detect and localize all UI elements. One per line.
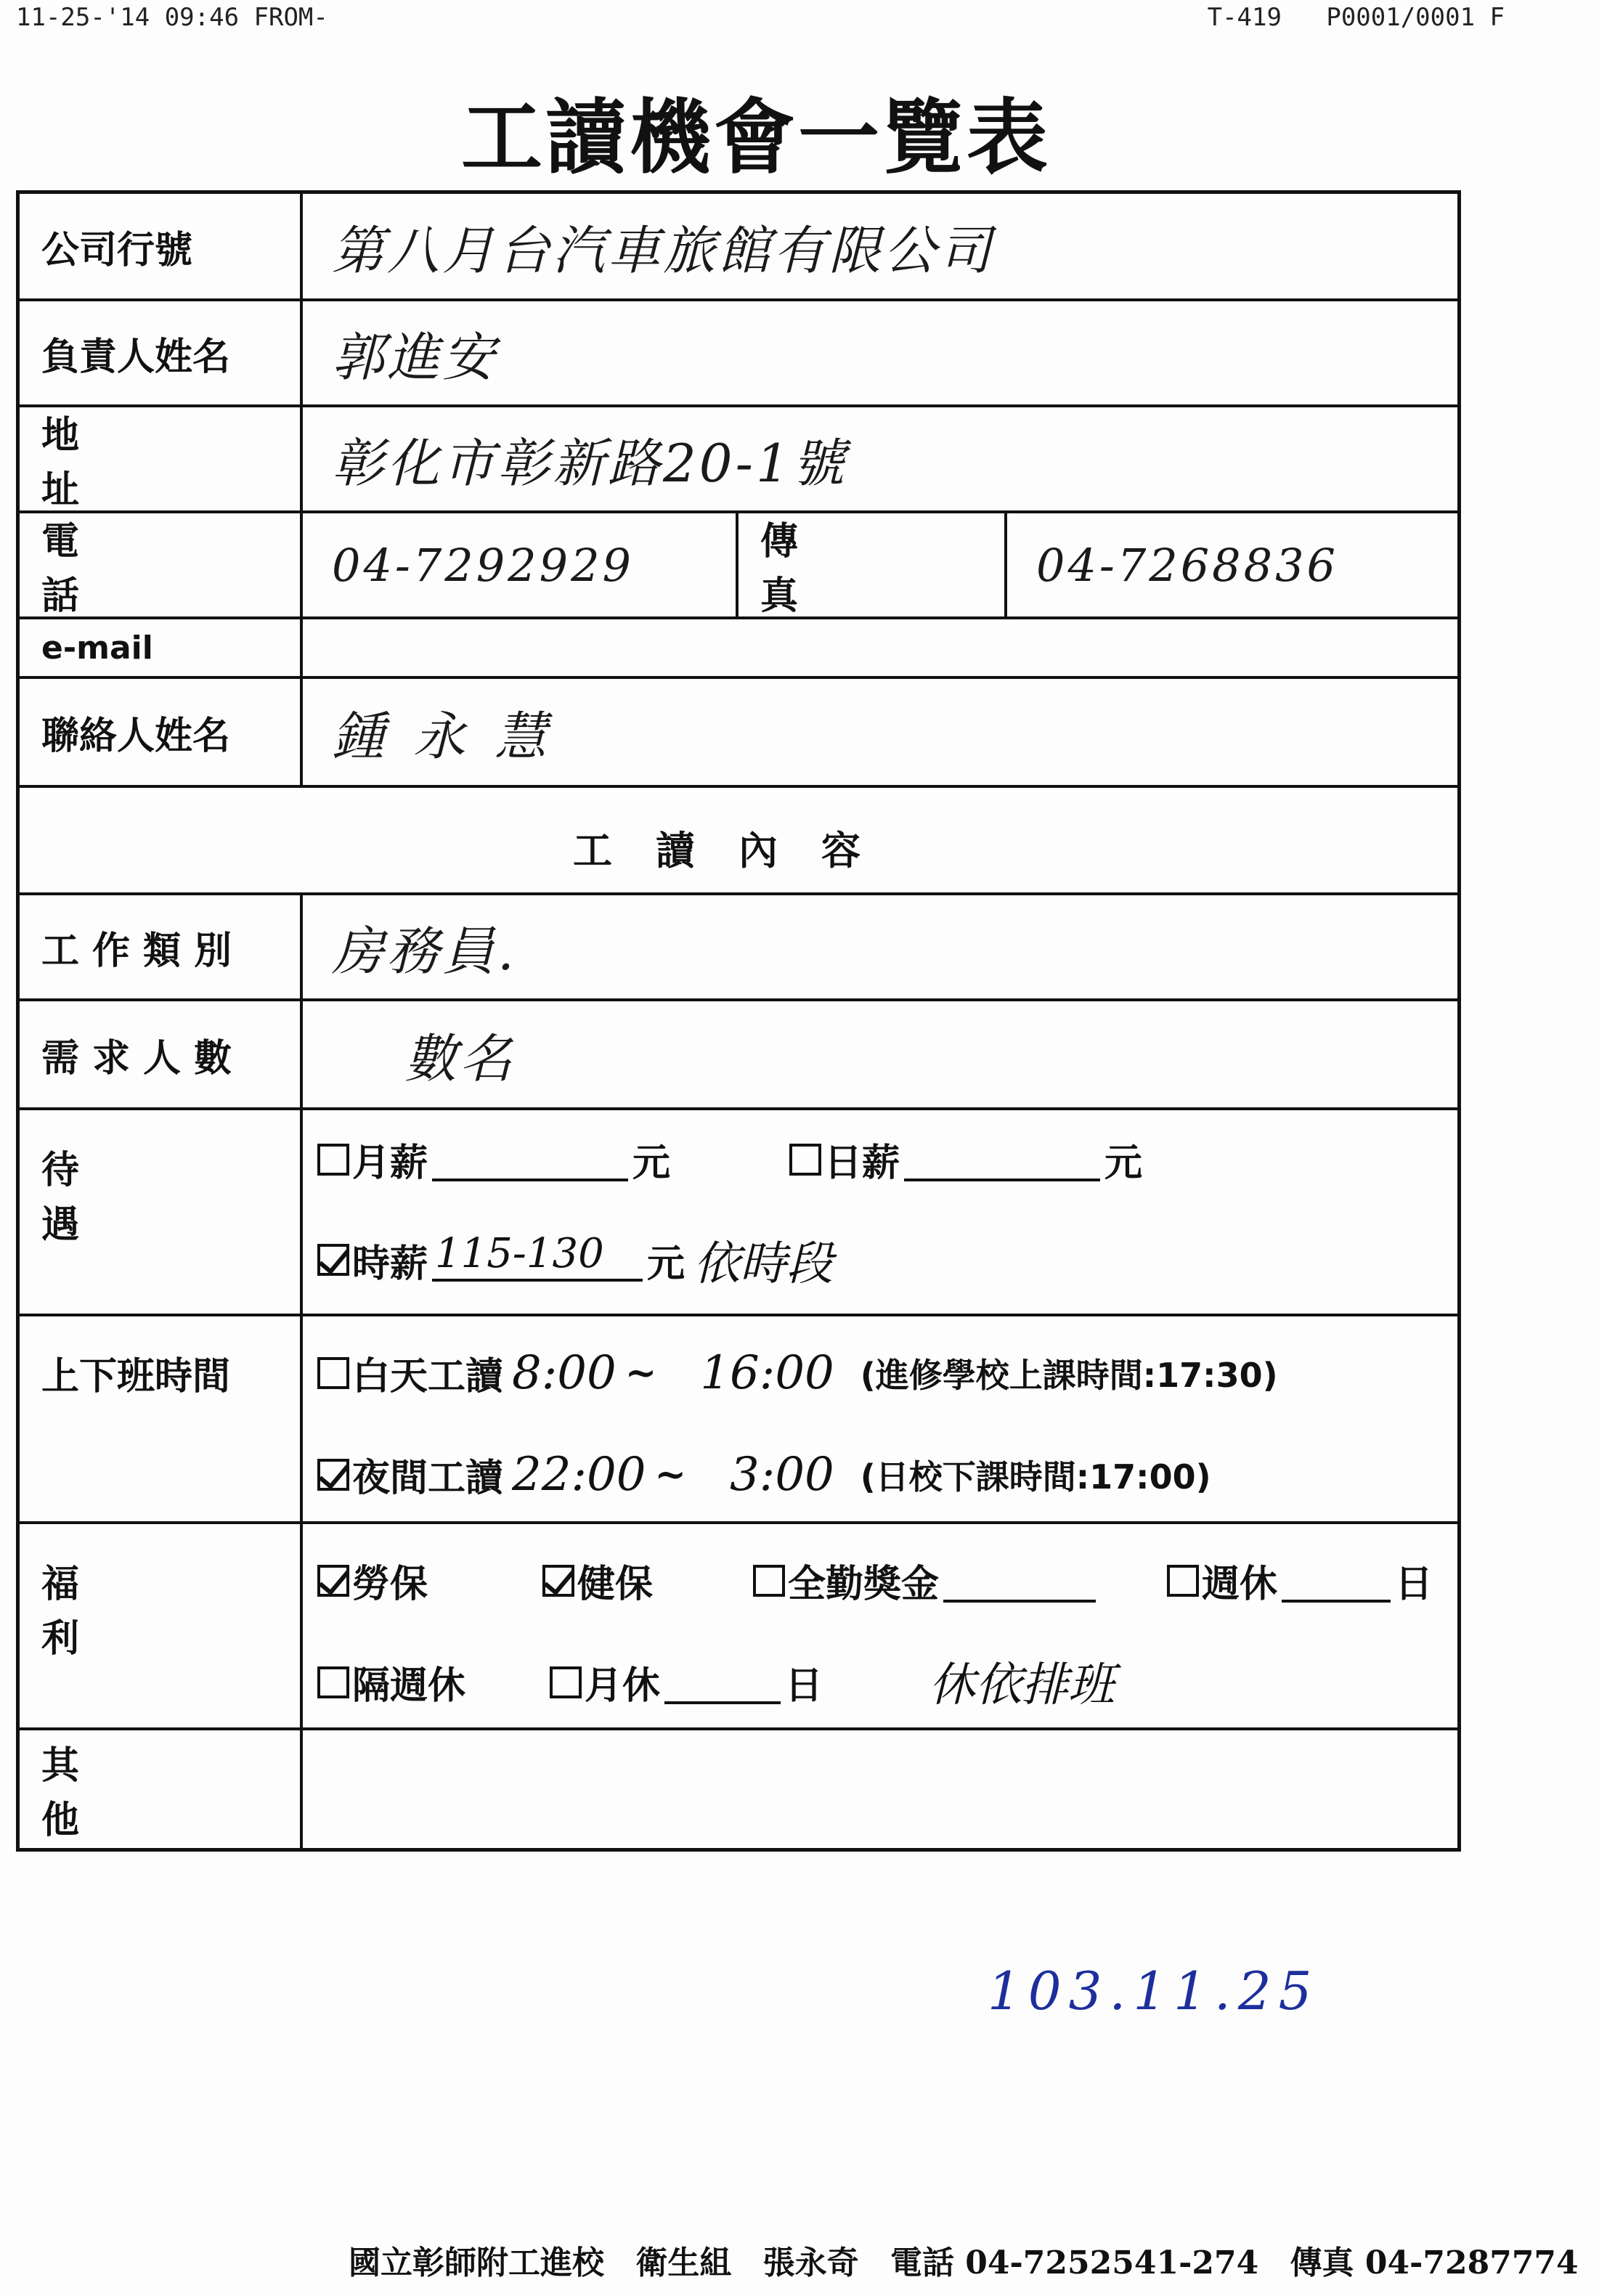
pay-monthly: 月薪 元 [317,1132,670,1186]
hours-night: 夜間工讀 22:00 ~ 3:00 (日校下課時間:17:00) [317,1447,1211,1502]
address-label: 地址 [20,407,303,510]
job-type-label: 工作類別 [20,895,303,998]
email-label: e-mail [20,619,303,676]
phone-value[interactable]: 04-7292929 [332,538,634,592]
pay-row [20,1110,1457,1316]
section-header-row [20,788,1457,895]
fax-value[interactable]: 04-7268836 [1036,538,1338,592]
benefit-attendance: 全勤獎金 [753,1553,1100,1608]
pay-label: 待遇 [20,1110,303,1314]
contact-label: 聯絡人姓名 [20,679,303,785]
pay-daily: 日薪 元 [789,1132,1142,1186]
pay-daily-field[interactable] [904,1138,1100,1181]
benefit-labor-checkbox[interactable] [317,1565,349,1597]
fax-header-left: 11-25-'14 09:46 FROM- [16,3,328,32]
owner-row [20,301,1457,407]
benefit-monthly-off-checkbox[interactable] [550,1666,582,1698]
owner-label: 負責人姓名 [20,301,303,404]
other-label: 其他 [20,1730,303,1848]
contact-row [20,679,1457,788]
benefit-health: 健保 [542,1553,653,1608]
pay-daily-checkbox[interactable] [789,1144,821,1176]
footer-fax: 傳真 04-7287774 [1290,2244,1579,2281]
footer-school: 國立彰師附工進校 [349,2244,604,2281]
benefit-weekly-off: 週休 日 [1167,1553,1433,1608]
benefit-note: 休依排班 [929,1658,1115,1712]
company-value[interactable]: 第八月台汽車旅館有限公司 [332,220,995,281]
phone-label: 電話 [20,513,303,616]
headcount-value[interactable]: 數名 [404,1028,516,1089]
pay-monthly-checkbox[interactable] [317,1144,349,1176]
hours-day-start[interactable]: 8:00 [512,1346,617,1400]
benefit-weekly-off-field[interactable] [1282,1559,1391,1603]
hours-row [20,1316,1457,1524]
benefit-labor: 勞保 [317,1553,428,1608]
footer [349,2236,1599,2283]
pay-hourly: 時薪 115-130 元 依時段 [317,1226,842,1293]
hours-day-checkbox[interactable] [317,1357,349,1389]
benefit-biweekly: 隔週休 [317,1655,465,1709]
benefit-monthly-off-field[interactable] [664,1661,781,1704]
contact-value[interactable]: 鍾永慧 [332,706,577,767]
hours-day: 白天工讀 8:00 ~ 16:00 (進修學校上課時間:17:30) [317,1346,1278,1400]
job-form [16,190,1461,1852]
address-row [20,407,1457,513]
benefit-attendance-checkbox[interactable] [753,1565,785,1597]
headcount-label: 需求人數 [20,1001,303,1107]
hours-day-note: (進修學校上課時間:17:30) [860,1355,1278,1395]
footer-person: 張永奇 [762,2244,859,2281]
pay-hourly-checkbox[interactable] [317,1244,349,1276]
headcount-row [20,1001,1457,1110]
benefit-weekly-off-checkbox[interactable] [1167,1565,1199,1597]
email-row [20,619,1457,679]
job-type-row [20,895,1457,1001]
footer-office: 衛生組 [635,2244,732,2281]
benefits-label: 福利 [20,1524,303,1727]
hours-label: 上下班時間 [20,1316,303,1521]
company-row [20,194,1457,301]
fax-header-right: T-419 P0001/0001 F [1207,3,1505,32]
company-label: 公司行號 [20,194,303,298]
benefit-attendance-field[interactable] [943,1559,1096,1603]
benefit-monthly-off: 月休 日 [550,1655,823,1709]
owner-value[interactable]: 郭進安 [332,327,498,388]
address-value[interactable]: 彰化市彰新路20-1號 [332,433,847,494]
benefits-row [20,1524,1457,1730]
pay-hourly-field[interactable]: 115-130 [432,1238,643,1282]
section-title: 工讀內容 [573,827,904,874]
benefit-health-checkbox[interactable] [542,1565,574,1597]
hours-night-note: (日校下課時間:17:00) [860,1457,1211,1497]
hours-night-start[interactable]: 22:00 [512,1447,646,1502]
hours-day-end[interactable]: 16:00 [700,1346,834,1400]
page-title: 工讀機會一覽表 [461,90,1051,185]
hours-night-end[interactable]: 3:00 [730,1447,834,1502]
job-type-value[interactable]: 房務員. [332,921,517,982]
date-stamp: 103.11.25 [988,1961,1319,2022]
hours-night-checkbox[interactable] [317,1459,349,1491]
pay-hourly-note: 依時段 [693,1237,834,1291]
phone-row [20,513,1457,619]
benefit-biweekly-checkbox[interactable] [317,1666,349,1698]
pay-monthly-field[interactable] [432,1138,628,1181]
fax-header [0,3,1512,32]
footer-phone: 電話 04-7252541-274 [890,2244,1259,2281]
fax-label: 傳真 [739,513,1007,616]
other-row [20,1730,1457,1848]
